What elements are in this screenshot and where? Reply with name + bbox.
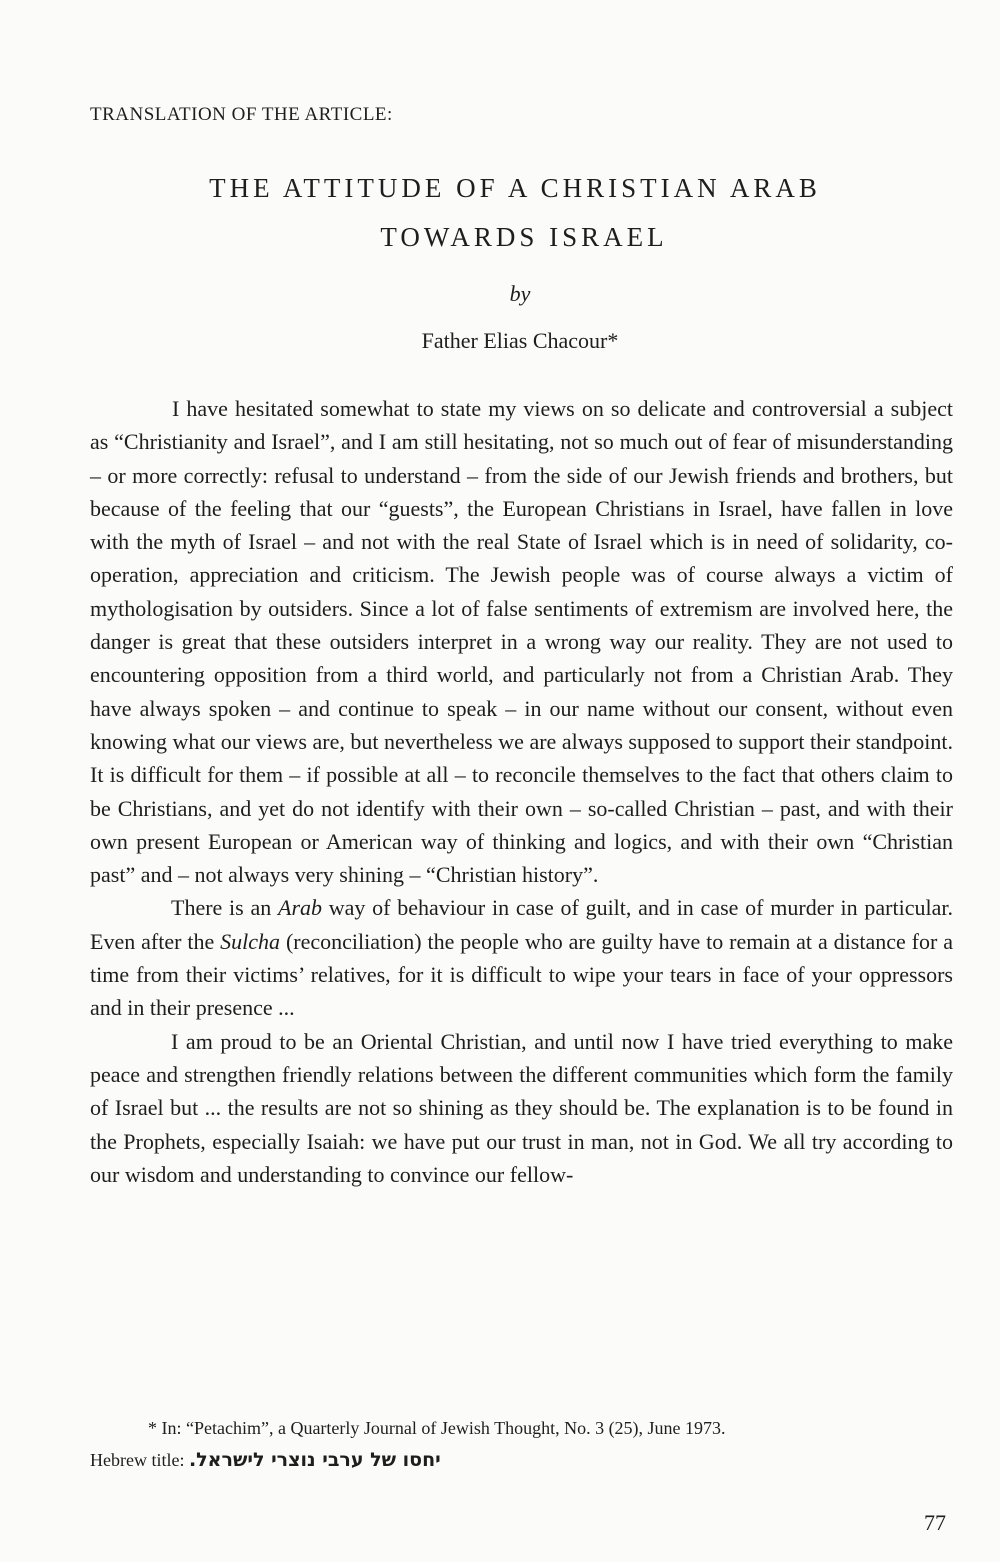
italic-sulcha: Sulcha [220,928,281,954]
article-header-label: TRANSLATION OF THE ARTICLE: [90,104,393,125]
footnote-citation: * In: “Petachim”, a Quarterly Journal of Jewish Thought, No. 3 (25), June 1973. [148,1418,726,1438]
byline: by [509,281,531,306]
page-number: 77 [924,1510,946,1535]
footnote [90,1412,953,1476]
paragraph-3: I am proud to be an Oriental Christian, and until now I have tried everything to make peace and strengthen friendly relations between the different communities which form the family of Israel but ... the results are not so shining as they should be. The explanation is to be found in the Prophets, especially Isaiah: we have put our trust in man, not in God. We all try according to our wisdom and understanding to convince our fellow- [90,1028,953,1187]
article-title-line-1: THE ATTITUDE OF A CHRISTIAN ARAB [209,173,821,203]
paragraph-2-text-a: There is an [171,895,279,921]
paragraph-1: I have hesitated somewhat to state my views on so delicate and controversial a subject as “Christianity and Israel”, and I am still hesitating, not so much out of fear of misunderstanding – or more correctly: refusal to understand – from the side of our Jewish friends and brothers, but because of the feeling that our “guests”, the European Christians in Israel, have fallen in love with the myth of Israel – and not with the real State of Israel which is in need of solidarity, co-operation, appreciation and criticism. The Jewish people was of course always a victim of mythologisation by outsiders. Since a lot of false sentiments of extremism are involved here, the danger is great that these outsiders interpret in a wrong way our reality. They are not used to encountering opposition from a third world, and particularly not from a Christian Arab. They have always spoken – and continue to speak – in our name without our consent, without even knowing what our views are, but nevertheless we are always supposed to support their standpoint. It is difficult for them – if possible at all – to reconcile themselves to the fact that others claim to be Christians, and yet do not identify with their own – so-called Christian – past, and with their own present European or American way of thinking and logics, and with their own “Christian past” and – not always very shining – “Christian history”. [90,396,953,888]
author-name: Father Elias Chacour* [421,328,619,353]
hebrew-title: יחסו של ערבי נוצרי לישראל. [188,1449,441,1471]
footnote-hebrew-title-line [90,1444,953,1476]
italic-arab: Arab [278,895,323,921]
article-body [90,392,953,1191]
article-title-line-2: TOWARDS ISRAEL [380,222,668,252]
paragraph-2-text-c: (reconciliation) the people who are guilty have to remain at a distance for a time from their victims’ relatives, for it is difficult to wipe your tears in face of your oppressors and in their presence ... [90,928,953,1021]
paragraph-2-text-b: way of behaviour in case of guilt, and in case of murder in particular. Even after the [90,895,953,954]
footnote-hebrew-label: Hebrew title: [90,1450,185,1470]
paragraph-2 [90,891,953,1024]
